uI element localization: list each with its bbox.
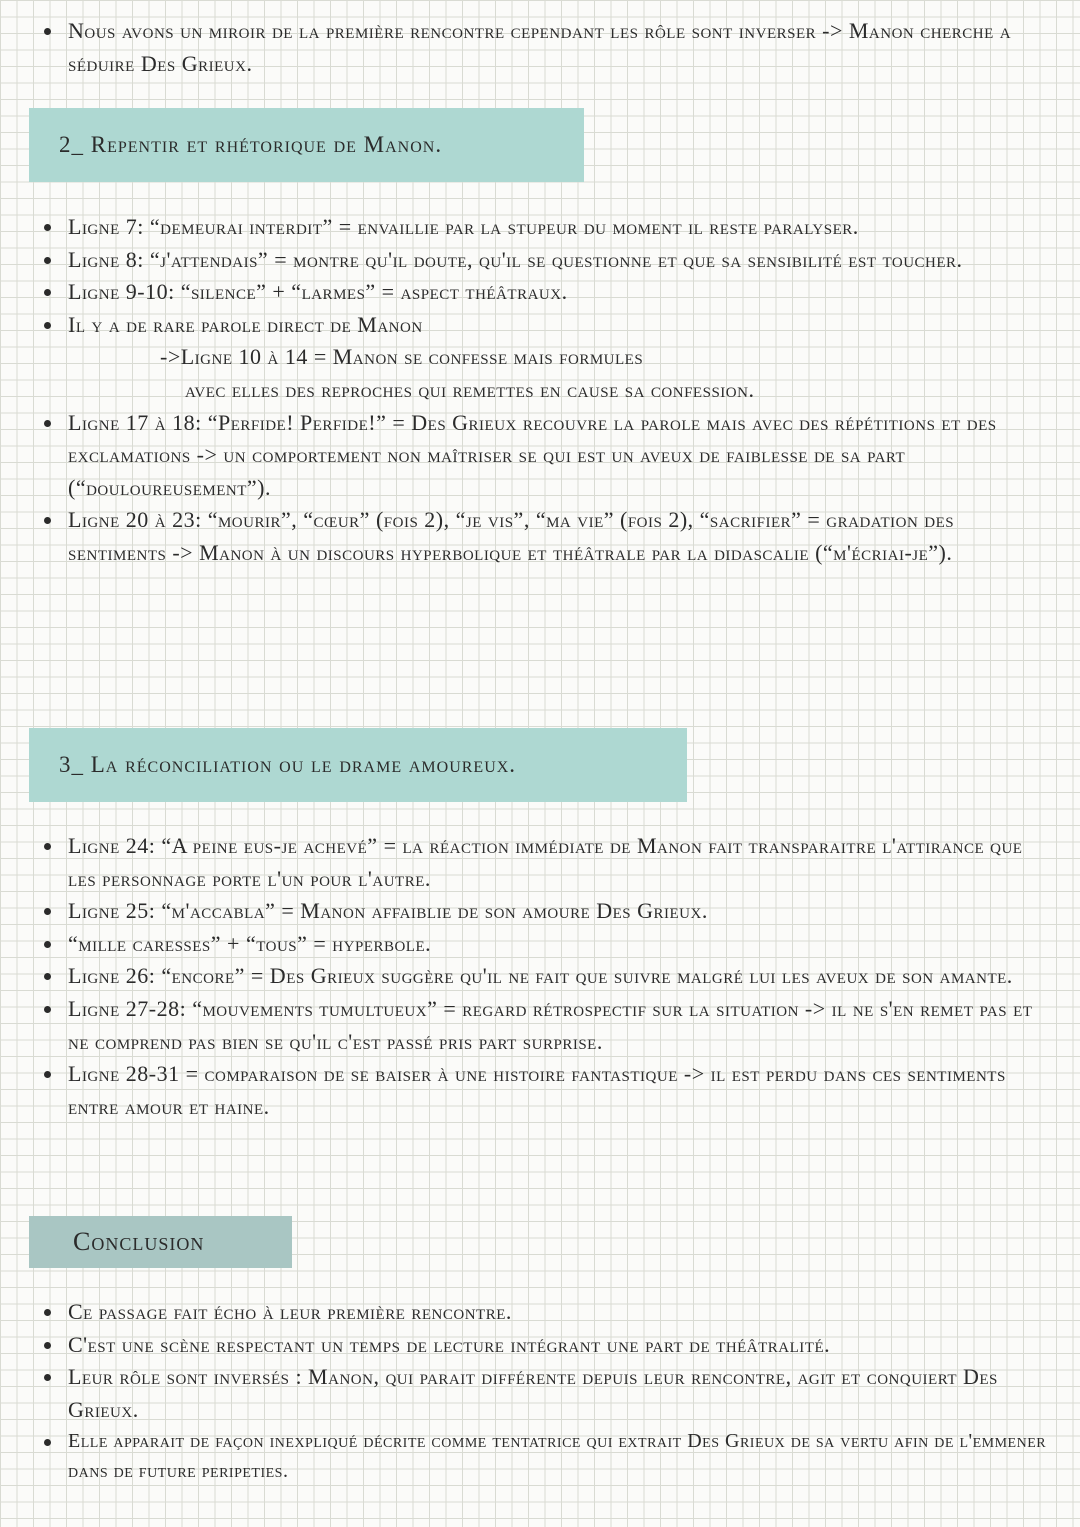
section-heading: 3_ La réconciliation ou le drame amoureux. xyxy=(29,728,687,802)
list-item: Ligne 20 à 23: “mourir”, “cœur” (fois 2), “je vis”, “ma vie” (fois 2), “sacrifier” = gradation des sentiments -> Manon à un discours hyperbolique et théâtrale par la didascalie (“m'écriai-je”). xyxy=(0,504,1080,569)
list-item: avec elles des reproches qui remettes en cause sa confession. xyxy=(185,376,755,402)
list-item: Ligne 24: “A peine eus-je achevé” = la réaction immédiate de Manon fait transparaitre l'attirance que les personnage porte l'un pour l'autre. xyxy=(0,830,1080,895)
section2-list xyxy=(0,211,1080,570)
list-item: Ligne 7: “demeurai interdit” = envaillie par la stupeur du moment il reste paralyser. xyxy=(0,211,1080,244)
list-item: Ligne 17 à 18: “Perfide! Perfide!” = Des Grieux recouvre la parole mais avec des répétitions et des exclamations -> un comportement non maîtriser se qui est un aveux de faiblesse de sa part (“douloureusement”). xyxy=(0,407,1080,505)
list-item: Ligne 25: “m'accabla” = Manon affaiblie de son amoure Des Grieux. xyxy=(0,895,1080,928)
conclusion-heading: Conclusion xyxy=(29,1216,292,1268)
section3-list xyxy=(0,830,1080,1123)
list-item: Ligne 9-10: “silence” + “larmes” = aspect théâtraux. xyxy=(0,276,1080,309)
list-item: “mille caresses” + “tous” = hyperbole. xyxy=(0,928,1080,961)
intro-list xyxy=(0,15,1080,80)
list-item: Leur rôle sont inversés : Manon, qui parait différente depuis leur rencontre, agit et conquiert Des Grieux. xyxy=(0,1361,1080,1426)
list-item: Elle apparait de façon inexpliqué décrite comme tentatrice qui extrait Des Grieux de sa vertu afin de l'emmener dans de future peripeties. xyxy=(0,1426,1080,1486)
list-item: ->Ligne 10 à 14 = Manon se confesse mais formules xyxy=(160,344,644,370)
list-item: Ligne 28-31 = comparaison de se baiser à une histoire fantastique -> il est perdu dans ces sentiments entre amour et haine. xyxy=(0,1058,1080,1123)
list-item: Ligne 27-28: “mouvements tumultueux” = regard rétrospectif sur la situation -> il ne s'en remet pas et ne comprend pas bien se qu'il c'est passé pris part surprise. xyxy=(0,993,1080,1058)
conclusion-list xyxy=(0,1296,1080,1486)
section-heading: 2_ Repentir et rhétorique de Manon. xyxy=(29,108,584,182)
list-item: Il y a de rare parole direct de Manon xyxy=(0,309,1080,342)
list-item: Ligne 8: “j'attendais” = montre qu'il doute, qu'il se questionne et que sa sensibilité est toucher. xyxy=(0,244,1080,277)
list-item: C'est une scène respectant un temps de lecture intégrant une part de théâtralité. xyxy=(0,1329,1080,1362)
list-item: Ligne 26: “encore” = Des Grieux suggère qu'il ne fait que suivre malgré lui les aveux de son amante. xyxy=(0,960,1080,993)
list-item: Ce passage fait écho à leur première rencontre. xyxy=(0,1296,1080,1329)
list-item: Nous avons un miroir de la première rencontre cependant les rôle sont inverser -> Manon cherche a séduire Des Grieux. xyxy=(0,15,1080,80)
